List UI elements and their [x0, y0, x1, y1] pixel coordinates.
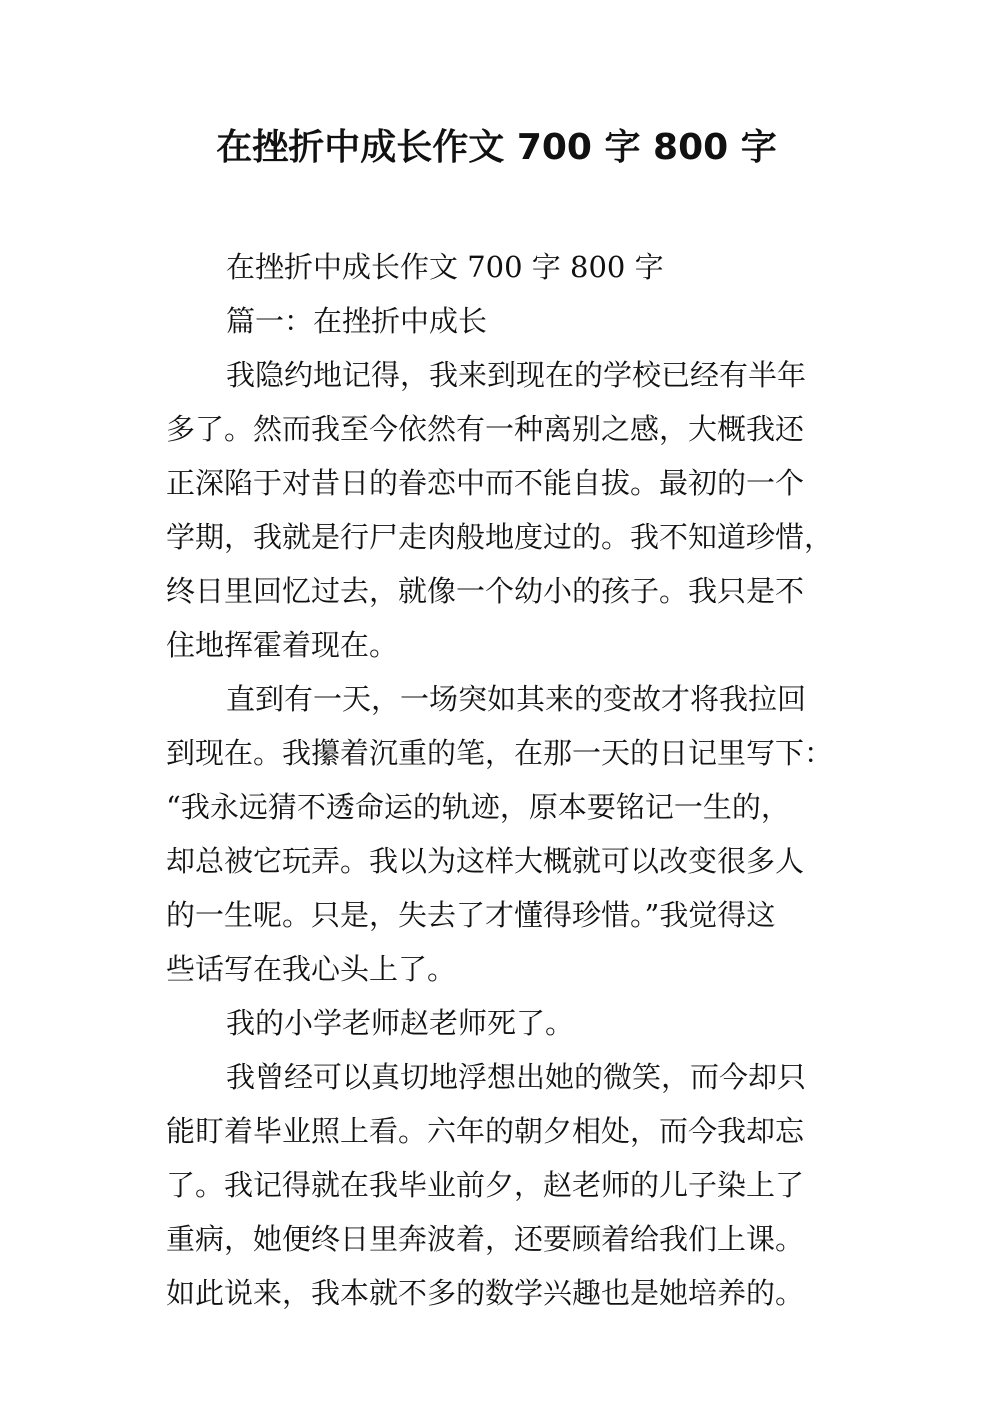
text-line: 学期，我就是行尸走肉般地度过的。我不知道珍惜， — [166, 520, 834, 554]
text-line: 重病，她便终日里奔波着，还要顾着给我们上课。 — [166, 1222, 805, 1256]
text-line: 到现在。我攥着沉重的笔，在那一天的日记里写下： — [166, 736, 834, 770]
text-line: 在挫折中成长作文 700 字 800 字 — [226, 250, 664, 284]
text-line: 些话写在我心头上了。 — [166, 952, 457, 986]
text-line: 了。我记得就在我毕业前夕，赵老师的儿子染上了 — [166, 1168, 805, 1202]
text-line: 却总被它玩弄。我以为这样大概就可以改变很多人 — [166, 844, 805, 878]
document-body — [166, 240, 834, 1320]
text-line: 住地挥霍着现在。 — [166, 628, 399, 662]
text-line: 的一生呢。只是，失去了才懂得珍惜。”我觉得这 — [166, 898, 776, 932]
document-title: 在挫折中成长作文 700 字 800 字 — [216, 127, 777, 168]
text-line: 多了。然而我至今依然有一种离别之感，大概我还 — [166, 412, 805, 446]
text-line: 终日里回忆过去，就像一个幼小的孩子。我只是不 — [166, 574, 805, 608]
text-line: 我的小学老师赵老师死了。 — [226, 1006, 575, 1040]
text-line: 我曾经可以真切地浮想出她的微笑，而今却只 — [226, 1060, 807, 1094]
text-line: 能盯着毕业照上看。六年的朝夕相处，而今我却忘 — [166, 1114, 805, 1148]
text-line: “我永远猜不透命运的轨迹，原本要铭记一生的， — [166, 790, 790, 824]
text-line: 直到有一天，一场突如其来的变故才将我拉回 — [226, 682, 807, 716]
text-line: 正深陷于对昔日的眷恋中而不能自拔。最初的一个 — [166, 466, 805, 500]
text-line: 如此说来，我本就不多的数学兴趣也是她培养的。 — [166, 1276, 805, 1310]
text-line: 我隐约地记得，我来到现在的学校已经有半年 — [226, 358, 807, 392]
text-line: 篇一：在挫折中成长 — [226, 304, 488, 338]
